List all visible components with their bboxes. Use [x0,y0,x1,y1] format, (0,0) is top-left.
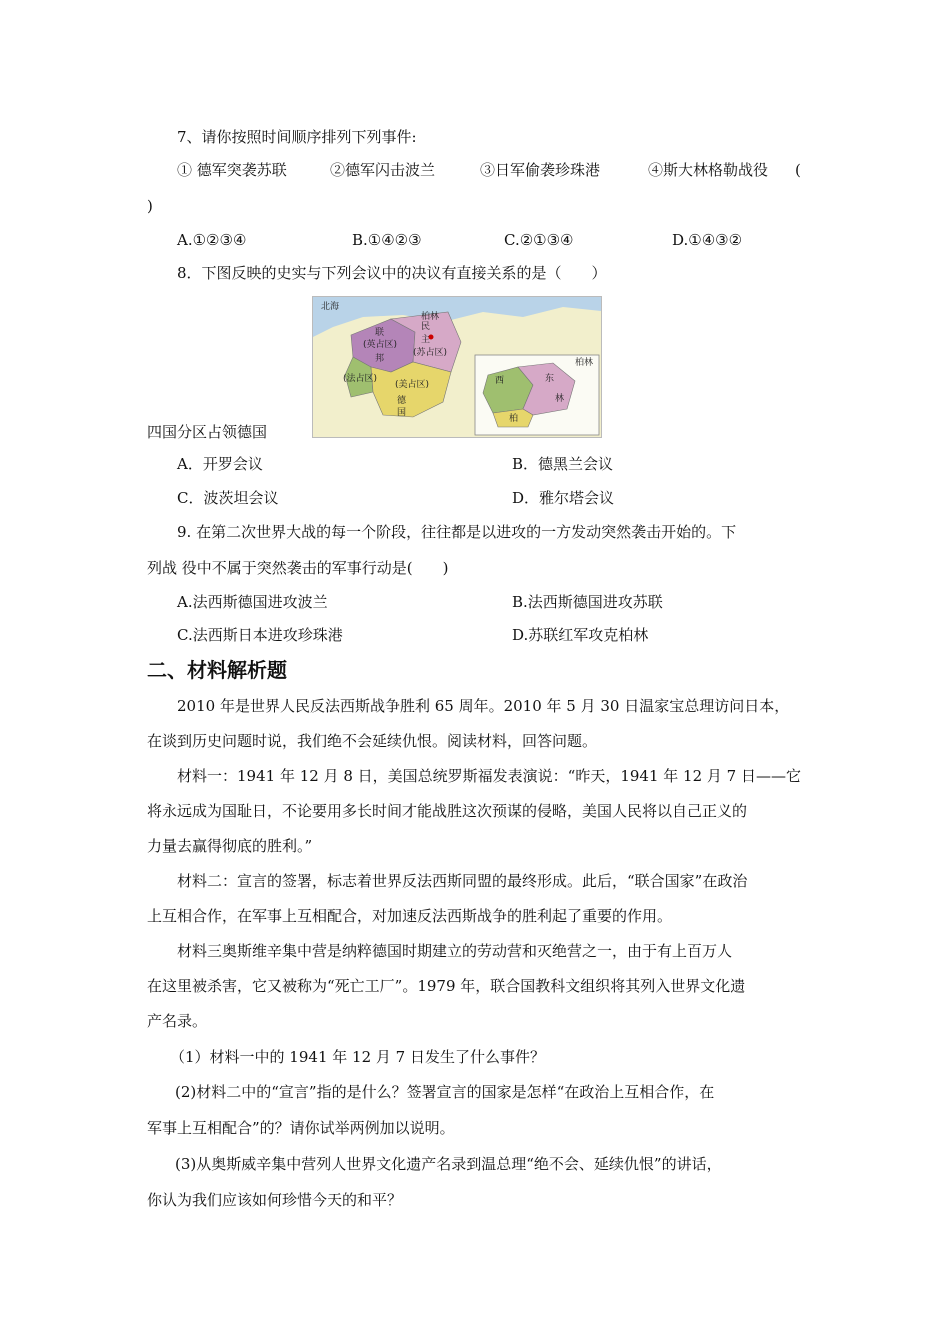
material1-line1: 材料一：1941 年 12 月 8 日，美国总统罗斯福发表演说：“昨天，1941 年 12 月 7 日——它 [177,767,801,785]
sub-question-3-line1: (3)从奥斯威辛集中营列人世界文化遗产名录到温总理“绝不会、延续仇恨”的讲话， [175,1155,722,1173]
inset-berlin-label: 柏林 [575,358,594,368]
material2-line2: 上互相合作，在军事上互相配合，对加速反法西斯战争的胜利起了重要的作用。 [147,907,673,925]
sub-question-1: （1）材料一中的 1941 年 12 月 7 日发生了什么事件？ [170,1048,545,1066]
q9-stem-line2: 列战 役中不属于突然袭击的军事行动是( ) [147,559,449,577]
q7-open-paren: ( [795,161,801,179]
map-guo-label: 国 [397,408,407,418]
q8-stem: 8．下图反映的史实与下列会议中的决议有直接关系的是（ ） [177,264,607,282]
q9-option-d: D.苏联红军攻克柏林 [512,626,649,644]
q7-option-a: A.①②③④ [177,231,247,249]
map-bang-label: 邦 [375,354,385,364]
map-zone3-label: (法占区) [343,374,378,384]
q8-option-c: C．波茨坦会议 [177,489,279,507]
q9-option-a: A.法西斯德国进攻波兰 [177,593,328,611]
sub-question-2-line1: (2)材料二中的“宣言”指的是什么？签署宣言的国家是怎样“在政治上互相合作，在 [175,1083,715,1101]
q8-option-b: B．德黑兰会议 [512,455,614,473]
inset-label-3: 柏 [509,414,519,424]
inset-label-4: 林 [555,394,565,404]
q8-caption: 四国分区占领德国 [147,423,268,441]
material3-line1: 材料三奥斯维辛集中营是纳粹德国时期建立的劳动营和灭绝营之一，由于有上百万人 [177,942,733,960]
q7-item-2: ②德军闪击波兰 [330,161,436,179]
material1-line2: 将永远成为国耻日，不论要用多长时间才能战胜这次预谋的侵略，美国人民将以自己正义的 [147,802,748,820]
q7-item-3: ③日军偷袭珍珠港 [480,161,601,179]
q7-item-4: ④斯大林格勒战役 [648,161,769,179]
intro-line2: 在谈到历史问题时说，我们绝不会延续仇恨。阅读材料，回答问题。 [147,732,598,750]
material3-line2: 在这里被杀害，它又被称为“死亡工厂”。1979 年，联合国教科文组织将其列入世界文化遗 [147,977,746,995]
q7-close-paren: ) [147,197,153,215]
q7-stem: 7、请你按照时间顺序排列下列事件: [177,128,417,146]
map-de-label: 德 [397,396,407,406]
germany-occupation-map [312,296,602,438]
map-graphic [313,297,601,437]
q7-option-b: B.①④②③ [352,231,422,249]
map-zhu-label: 主 [421,335,431,345]
q8-option-d: D．雅尔塔会议 [512,489,615,507]
intro-line1: 2010 年是世界人民反法西斯战争胜利 65 周年。2010 年 5 月 30 日温家宝总理访问日本， [177,697,790,715]
material1-line3: 力量去赢得彻底的胜利。” [147,837,313,855]
material3-line3: 产名录。 [147,1012,208,1030]
q7-option-c: C.②①③④ [504,231,574,249]
map-min-label: 民 [421,322,431,332]
inset-label-1: 西 [495,376,505,386]
sub-question-2-line2: 军事上互相配合”的？请你试举两例加以说明。 [147,1119,455,1137]
q7-option-d: D.①④③② [672,231,743,249]
q9-stem-line1: 9. 在第二次世界大战的每一个阶段，往往都是以进攻的一方发动突然袭击开始的。下 [177,523,737,541]
map-sea-label: 北海 [321,302,340,312]
map-zone2-label: (苏占区) [413,348,448,358]
q9-option-b: B.法西斯德国进攻苏联 [512,593,663,611]
inset-label-2: 东 [545,374,555,384]
q9-option-c: C.法西斯日本进攻珍珠港 [177,626,343,644]
section-title: 二、材料解析题 [147,658,287,682]
map-zone1-label: (英占区) [363,340,398,350]
map-berlin-label: 柏林 [421,312,440,322]
q8-option-a: A．开罗会议 [177,455,263,473]
q7-item-1: ① 德军突袭苏联 [177,161,287,179]
sub-question-3-line2: 你认为我们应该如何珍惜今天的和平？ [147,1191,403,1209]
map-lian-label: 联 [375,328,385,338]
material2-line1: 材料二：宣言的签署，标志着世界反法西斯同盟的最终形成。此后，“联合国家”在政治 [177,872,748,890]
map-zone4-label: (美占区) [395,380,430,390]
